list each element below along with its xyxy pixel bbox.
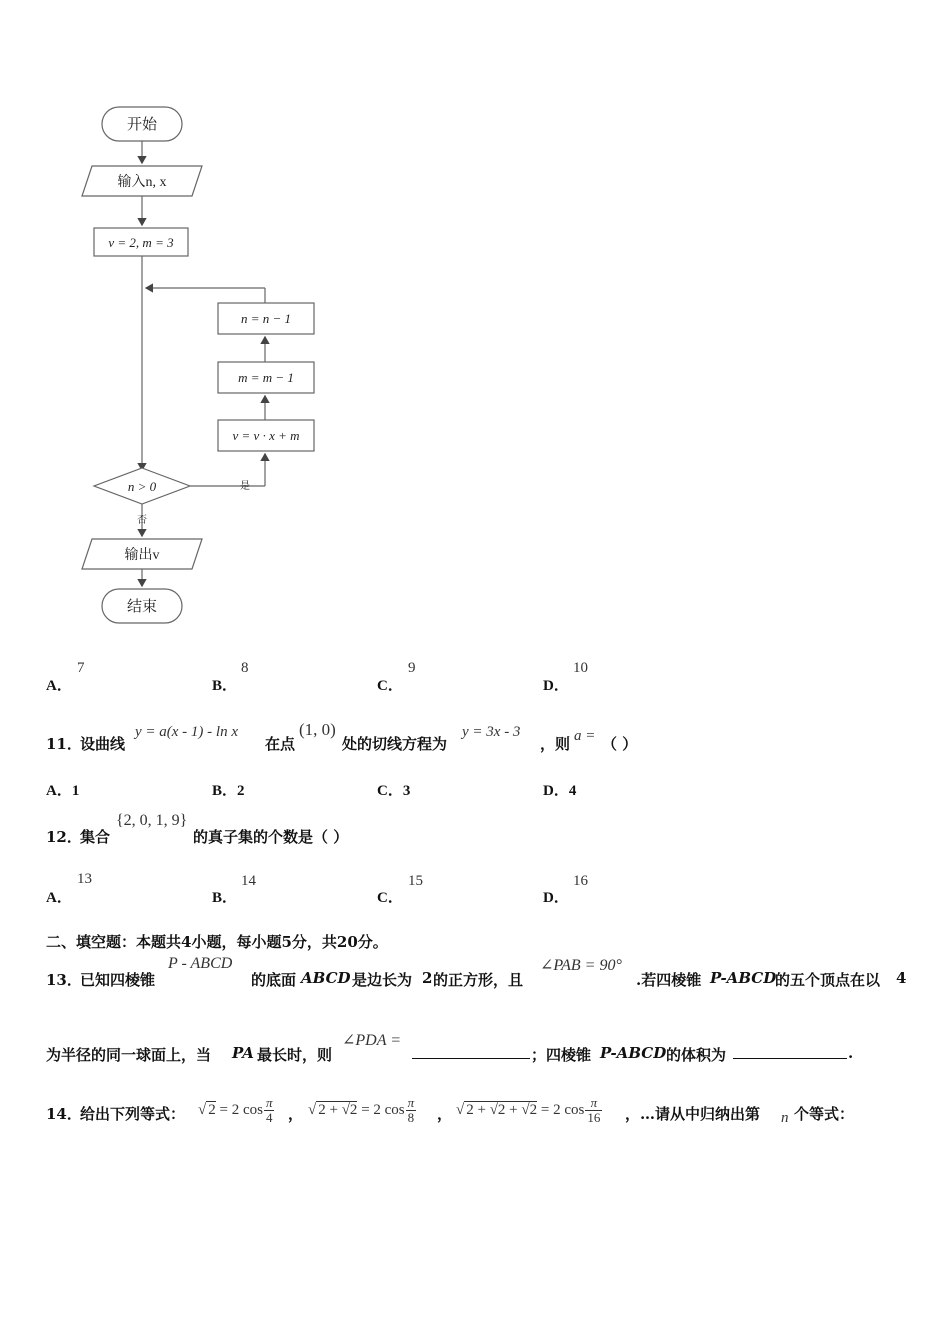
q14-eq-2: √ 2 + √2 = 2 cos $\frac{\pi}{8}$: [308, 1095, 415, 1125]
q13-line2-text-1: 为半径的同一球面上，当: [46, 1046, 212, 1064]
q13-pabcd-2: P-ABCD: [600, 1044, 667, 1062]
q13-angle: ∠PAB = 90°: [540, 957, 622, 974]
q13-line2-text-3: ；四棱锥: [531, 1046, 592, 1064]
step-v-label: v = v · x + m: [232, 428, 300, 443]
q12-set: {2, 0, 1, 9}: [116, 812, 188, 829]
q12-number: 12．: [46, 828, 82, 846]
init-label: v = 2, m = 3: [108, 235, 174, 250]
q14-comma-1: ，: [288, 1105, 304, 1123]
end-label: 结束: [126, 599, 158, 615]
q13-pabcd: P-ABCD: [710, 969, 777, 987]
q11-text-4: ，则: [540, 735, 571, 753]
q11-option-b: B．2: [212, 783, 245, 799]
output-label: 输出v: [124, 548, 160, 563]
q13-pyramid: P - ABCD: [168, 955, 233, 972]
q11-text-2: 在点: [265, 735, 296, 753]
q13-pa: PA: [232, 1044, 254, 1062]
q12-option-a-letter: A．: [46, 890, 72, 906]
q11-option-a: A．1: [46, 783, 80, 799]
q12-option-a-value: 13: [77, 871, 92, 887]
q11-tangent: y = 3x - 3: [462, 724, 521, 740]
q13-number: 13．: [46, 971, 82, 989]
q10-option-a-letter: A．: [46, 678, 72, 694]
start-label: 开始: [126, 117, 158, 133]
q14-number: 14．: [46, 1105, 82, 1123]
q12-option-c-letter: C．: [377, 890, 403, 906]
q12-option-b-value: 14: [241, 873, 256, 889]
q11-option-c: C．3: [377, 783, 411, 799]
q14-eq-3: √ 2 + √2 + √2 = 2 cos $\frac{\pi}{16}$: [456, 1095, 601, 1125]
q13-line2-text-4: 的体积为: [666, 1046, 727, 1064]
q10-option-b-value: 8: [241, 660, 249, 676]
q12-option-d-letter: D．: [543, 890, 569, 906]
input-label: 输入n, x: [117, 175, 167, 190]
q11-number: 11．: [46, 735, 82, 753]
q13-line2-text-2: 最长时，则: [257, 1046, 333, 1064]
yes-label: 是: [240, 481, 250, 492]
q12-option-b-letter: B．: [212, 890, 238, 906]
q10-option-c-letter: C．: [377, 678, 403, 694]
flowchart: [0, 0, 340, 640]
q14-comma-2: ，: [437, 1105, 453, 1123]
q11-text-3: 处的切线方程为: [342, 735, 448, 753]
decision-label: n > 0: [127, 479, 157, 494]
q13-text-5: .若四棱锥: [636, 971, 702, 989]
q13-text-2: 的底面: [251, 971, 297, 989]
q14-text-1: 给出下列等式：: [80, 1105, 186, 1123]
q13-text-6: 的五个顶点在以: [775, 971, 881, 989]
q13-blank-1[interactable]: [412, 1044, 530, 1059]
q14-text-3: 个等式：: [794, 1105, 855, 1123]
q13-two: 2: [422, 969, 433, 987]
q13-abcd: ABCD: [301, 969, 351, 987]
q13-text-1: 已知四棱锥: [80, 971, 156, 989]
q11-a-eq: a =: [574, 728, 596, 744]
q13-blank-2[interactable]: [733, 1044, 847, 1059]
q12-text-2: 的真子集的个数是（ ）: [193, 828, 349, 846]
step-m-label: m = m − 1: [238, 370, 294, 385]
q10-option-d-value: 10: [573, 660, 588, 676]
q12-text-1: 集合: [80, 828, 111, 846]
q11-text-1: 设曲线: [80, 735, 126, 753]
q13-line2-end: .: [848, 1044, 854, 1062]
q11-text-5: （ ）: [602, 735, 638, 753]
no-label: 否: [137, 515, 147, 526]
q14-text-2: ，…请从中归纳出第: [625, 1105, 761, 1123]
q10-option-d-letter: D．: [543, 678, 569, 694]
q11-option-d: D．4: [543, 783, 577, 799]
q10-option-b-letter: B．: [212, 678, 238, 694]
q13-angle-pda: ∠PDA =: [342, 1032, 402, 1049]
q13-text-3: 是边长为: [352, 971, 413, 989]
q10-option-c-value: 9: [408, 660, 416, 676]
section-2-heading: 二、填空题：本题共4小题，每小题5分，共20分。: [46, 933, 388, 951]
q12-option-d-value: 16: [573, 873, 588, 889]
q13-text-4: 的正方形，且: [433, 971, 524, 989]
q12-option-c-value: 15: [408, 873, 423, 889]
q11-curve: y = a(x - 1) - ln x: [135, 724, 238, 740]
q14-n: n: [781, 1110, 789, 1126]
q13-four: 4: [896, 969, 907, 987]
q11-point: (1, 0): [299, 720, 336, 739]
step-n-label: n = n − 1: [240, 311, 292, 326]
q14-eq-1: √ 2 = 2 cos $\frac{\pi}{4}$: [198, 1095, 273, 1125]
q10-option-a-value: 7: [77, 660, 85, 676]
